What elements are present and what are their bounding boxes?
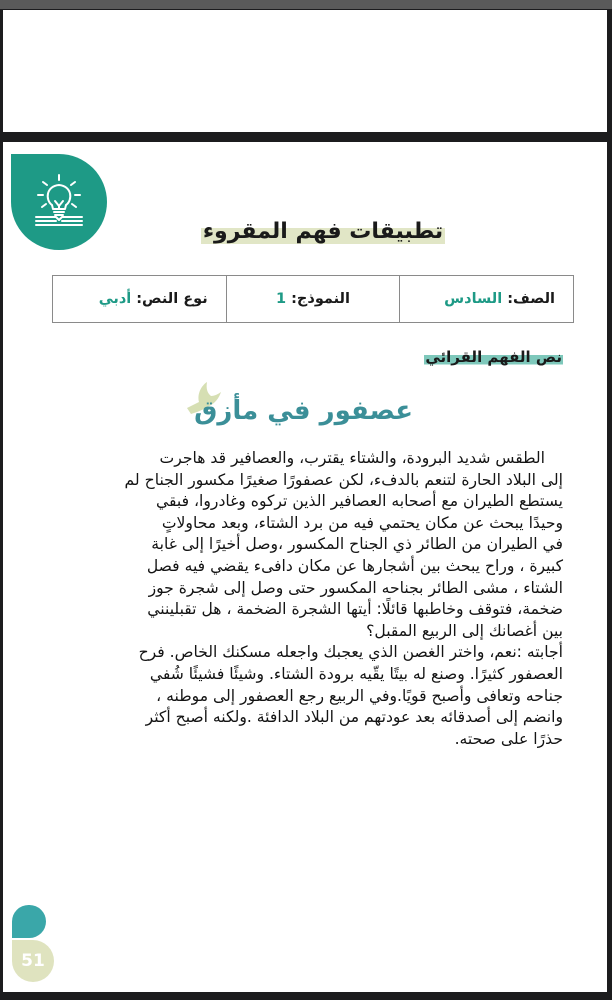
- story-line: وانضم إلى أصدقائه بعد عودتهم من البلاد الدافئة .ولكنه أصبح أكثر: [145, 708, 563, 727]
- info-text-type: [53, 276, 226, 322]
- page-title: تطبيقات فهم المقروء: [202, 219, 444, 244]
- story-line: جناحه وتعافى وأصبح قويًا.وفي الربيع رجع العصفور إلى موطنه ،: [156, 686, 563, 705]
- info-text-type-label: نوع النص:: [136, 291, 208, 307]
- previous-page: [3, 10, 607, 132]
- info-grade: [399, 276, 573, 322]
- story-line: الشتاء ، مشى الطائر بجناحه المكسور حتى وصل إلى شجرة جوز: [148, 578, 563, 597]
- info-model-label: النموذج:: [291, 291, 350, 307]
- document-page: [3, 142, 607, 992]
- section-heading: نص الفهم القرائي: [425, 348, 562, 366]
- page-number-badge: [11, 905, 55, 985]
- story-text: [59, 448, 563, 750]
- page-number: 51: [12, 940, 54, 982]
- story-line: وحيدًا يبحث عن مكان يحتمي فيه من برد الشتاء، وبعد محاولاتٍ: [161, 513, 563, 532]
- story-line: إلى البلاد الحارة لتنعم بالدفء، لكن عصفورًا صغيرًا مكسور الجناح لم: [124, 470, 563, 489]
- story-line: العصفور كثيرًا. وصنع له بيتًا يقّيه برودة الشتاء. وشيئًا فشيئًا شُفي: [149, 664, 563, 683]
- story-line: يستطع الطيران مع أصحابه العصافير الذين تركوه وغادروا، فبقي: [156, 492, 563, 511]
- info-grade-label: الصف:: [507, 291, 555, 307]
- info-table: [52, 275, 574, 323]
- story-line: كبيرة ، وراح يبحث بين أشجارها عن مكان دافىء يقضي فيه فصل: [146, 556, 563, 575]
- info-text-type-value: أدبي: [98, 291, 132, 307]
- story-line: أجابته :نعم، واختر الغصن الذي يعجبك واجعله مسكنك الخاص. فرح: [138, 643, 563, 662]
- story-line: في الطيران من الطائر ذي الجناح المكسور ،وصل أخيرًا إلى غابة: [151, 535, 563, 554]
- story-title: عصفور في مأزق: [194, 396, 413, 426]
- story-line: بين أغصانك إلى الربيع المقبل؟: [366, 621, 563, 640]
- story-title-block: [185, 378, 425, 438]
- viewer-top-bar: [0, 0, 612, 9]
- info-model-value: 1: [276, 291, 287, 307]
- info-grade-value: السادس: [444, 291, 503, 307]
- story-line: ضخمة، فتوقف وخاطبها قائلًا: أيتها الشجرة الضخمة ، هل تقبلينني: [147, 600, 563, 619]
- story-line: الطقس شديد البرودة، والشتاء يقترب، والعصافير قد هاجرت: [159, 449, 545, 467]
- info-model: [226, 276, 400, 322]
- story-line: حذرًا على صحته.: [454, 729, 563, 748]
- page-number-decoration: [12, 905, 46, 938]
- header: [3, 218, 607, 246]
